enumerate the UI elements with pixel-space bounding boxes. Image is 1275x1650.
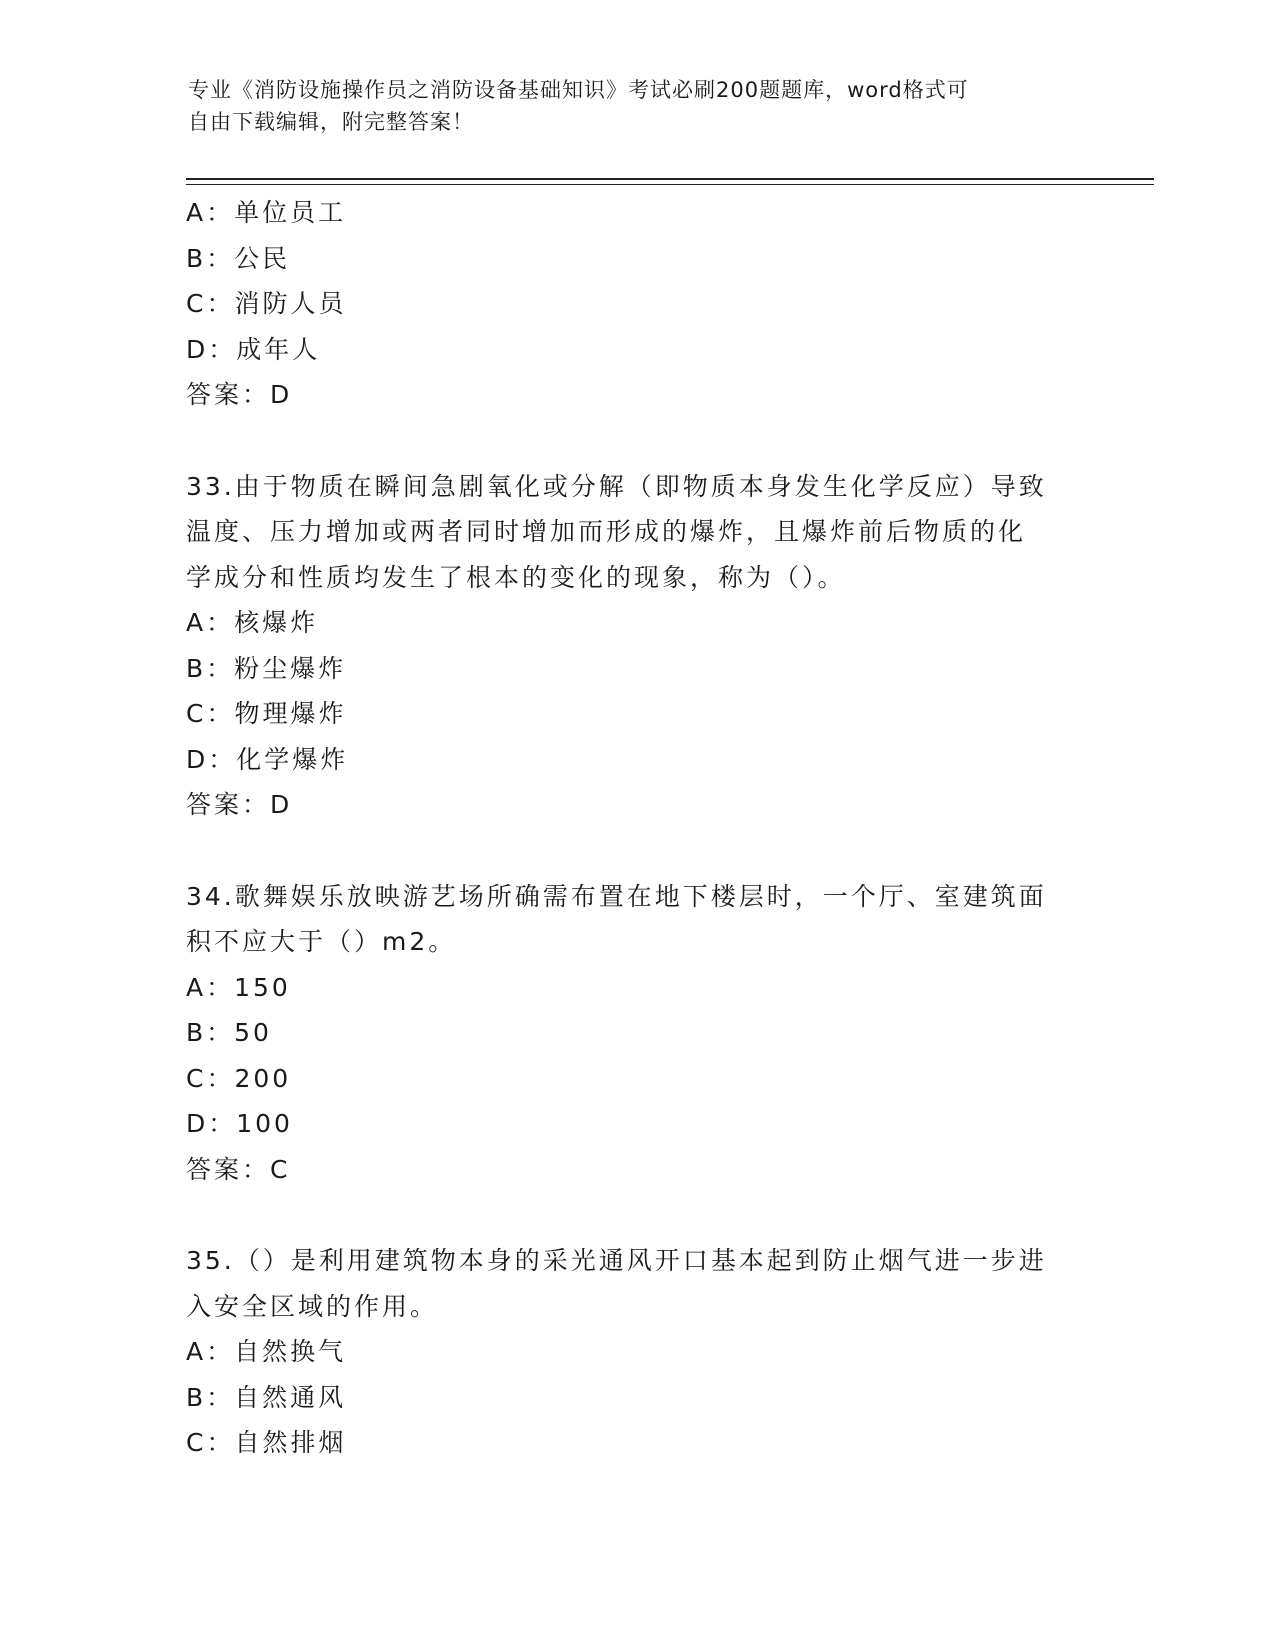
- question-34: [186, 874, 1086, 1193]
- option-d: D：100: [186, 1109, 293, 1138]
- question-stem-line: 35.（）是利用建筑物本身的采光通风开口基本起到防止烟气进一步进: [186, 1246, 1047, 1275]
- question-35: [186, 1238, 1086, 1466]
- option-b: B：自然通风: [186, 1382, 347, 1412]
- answer: 答案：C: [186, 1154, 291, 1184]
- option-a: A：单位员工: [186, 198, 347, 227]
- option-a: A：150: [186, 972, 291, 1002]
- option-c: C：自然排烟: [186, 1428, 347, 1457]
- question-stem-line: 温度、压力增加或两者同时增加而形成的爆炸，且爆炸前后物质的化: [186, 517, 1027, 546]
- question-33: [186, 464, 1086, 828]
- option-b: B：公民: [186, 243, 291, 273]
- option-b: B：50: [186, 1018, 272, 1047]
- answer: 答案：D: [186, 380, 293, 409]
- question-32: [186, 190, 1086, 418]
- question-stem-line: 入安全区域的作用。: [186, 1291, 439, 1321]
- option-a: A：核爆炸: [186, 608, 319, 637]
- header-divider-thick: [186, 178, 1154, 180]
- option-b: B：粉尘爆炸: [186, 653, 347, 683]
- document-header: [188, 74, 1068, 138]
- header-line-2: 自由下载编辑，附完整答案！: [188, 110, 474, 134]
- answer: 答案：D: [186, 790, 293, 819]
- question-stem-line: 34.歌舞娱乐放映游艺场所确需布置在地下楼层时，一个厅、室建筑面: [186, 881, 1047, 911]
- option-c: C：物理爆炸: [186, 699, 347, 728]
- header-line-1: 专业《消防设施操作员之消防设备基础知识》考试必刷200题题库，word格式可: [188, 78, 969, 102]
- option-c: C：消防人员: [186, 289, 347, 318]
- option-a: A：自然换气: [186, 1337, 347, 1366]
- question-stem-line: 积不应大于（）m2。: [186, 927, 457, 956]
- question-stem-line: 33.由于物质在瞬间急剧氧化或分解（即物质本身发生化学反应）导致: [186, 471, 1047, 501]
- question-list: [186, 190, 1086, 1466]
- header-divider-thin: [186, 184, 1154, 185]
- question-stem-line: 学成分和性质均发生了根本的变化的现象，称为（）。: [186, 562, 846, 592]
- spacer: [186, 1192, 1086, 1238]
- spacer: [186, 828, 1086, 874]
- spacer: [186, 418, 1086, 464]
- option-d: D：成年人: [186, 334, 321, 364]
- option-d: D：化学爆炸: [186, 744, 349, 774]
- option-c: C：200: [186, 1063, 292, 1093]
